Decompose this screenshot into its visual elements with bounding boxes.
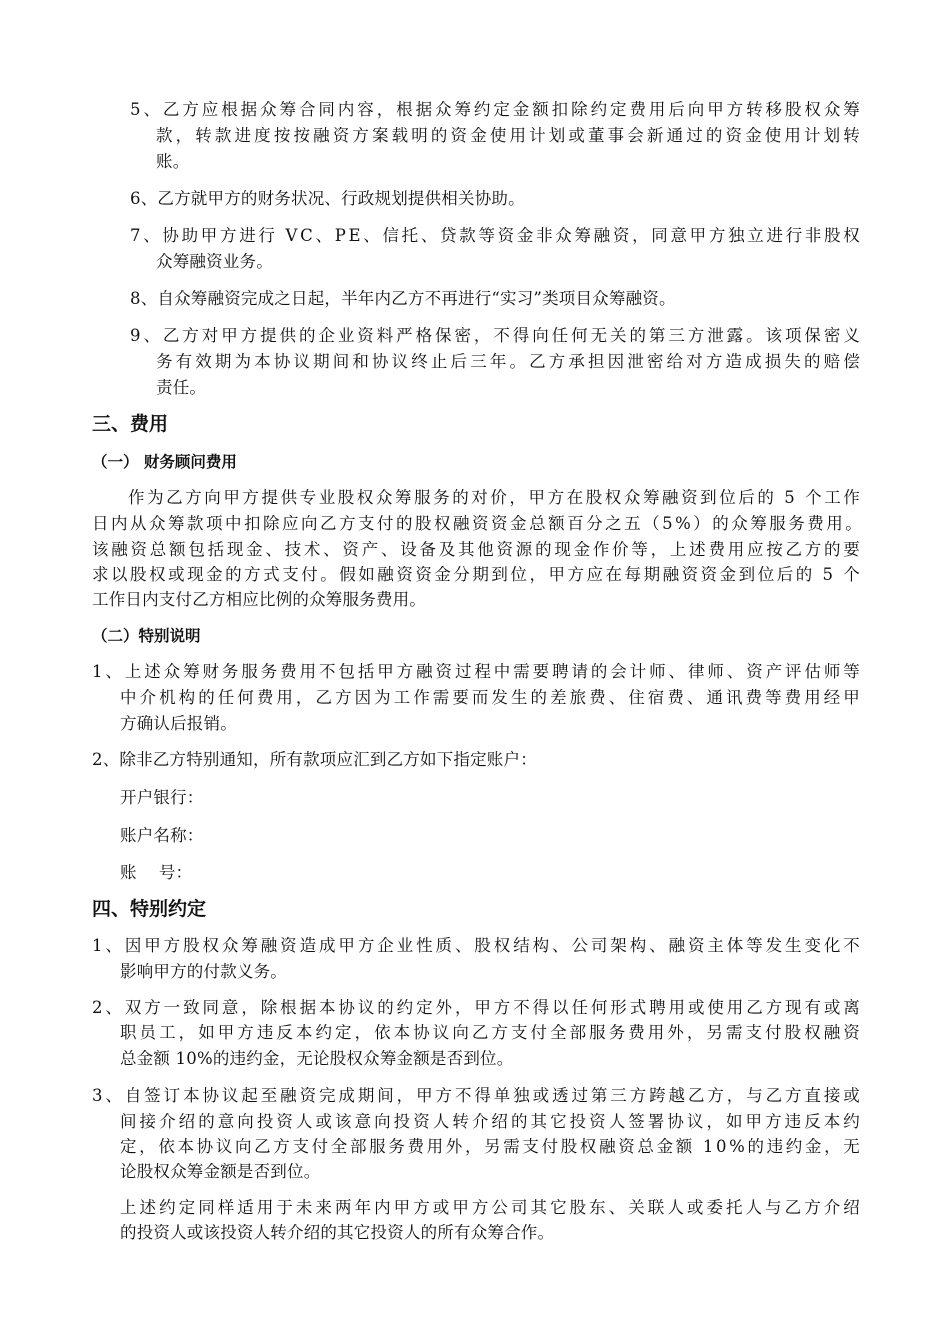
note-1-line-2: 中介机构的任何费用，乙方因为工作需要而发生的差旅费、住宿费、通讯费等费用经甲 (120, 688, 863, 707)
fee-paragraph-line-3: 该融资总额包括现金、技术、资产、设备及其他资源的现金作价等，上述费用应按乙方的要 (92, 540, 863, 559)
item-6-line-1: 6、乙方就甲方的财务状况、行政规划提供相关协助。 (130, 189, 525, 208)
item-8-line-1: 8、自众筹融资完成之日起，半年内乙方不再进行“实习”类项目众筹融资。 (130, 289, 676, 308)
clause-2-line-2: 职员工，如甲方违反本约定，依本协议向乙方支付全部服务费用外，另需支付股权融资 (120, 1023, 863, 1042)
item-9-line-3: 责任。 (156, 378, 207, 397)
account-number-label: 账 号： (120, 863, 193, 882)
account-name-label: 账户名称： (120, 826, 204, 845)
section-4-heading: 四、特别约定 (92, 898, 207, 920)
note-1-line-3: 方确认后报销。 (120, 714, 237, 733)
clause-1-line-2: 影响甲方的付款义务。 (120, 962, 287, 981)
item-7-line-2: 众筹融资业务。 (156, 252, 273, 271)
item-9-line-1: 9、乙方对甲方提供的企业资料严格保密，不得向任何无关的第三方泄露。该项保密义 (130, 326, 863, 345)
fee-paragraph-line-1: 作为乙方向甲方提供专业股权众筹服务的对价，甲方在股权众筹融资到位后的 5 个工作 (128, 488, 863, 507)
fee-paragraph-line-2: 日内从众筹款项中扣除应向乙方支付的股权融资资金总额百分之五（5%）的众筹服务费用。 (92, 514, 865, 533)
clause-1-line-1: 1、因甲方股权众筹融资造成甲方企业性质、股权结构、公司架构、融资主体等发生变化不 (92, 936, 863, 955)
closing-line-1: 上述约定同样适用于未来两年内甲方或甲方公司其它股东、关联人或委托人与乙方介绍 (120, 1198, 863, 1217)
clause-3-line-2: 间接介绍的意向投资人或该意向投资人转介绍的其它投资人签署协议，如甲方违反本约 (120, 1112, 863, 1131)
clause-2-line-1: 2、双方一致同意，除根据本协议的约定外，甲方不得以任何形式聘用或使用乙方现有或离 (92, 998, 863, 1017)
clause-3-line-3: 定，依本协议向乙方支付全部服务费用外，另需支付股权融资总金额 10%的违约金，无 (120, 1137, 863, 1156)
fee-paragraph-line-4: 求以股权或现金的方式支付。假如融资资金分期到位，甲方应在每期融资资金到位后的 5 个 (92, 565, 863, 584)
fee-paragraph-line-5: 工作日内支付乙方相应比例的众筹服务费用。 (92, 590, 426, 609)
item-9-line-2: 务有效期为本协议期间和协议终止后三年。乙方承担因泄密给对方造成损失的赔偿 (156, 352, 863, 371)
item-7-line-1: 7、协助甲方进行 VC、PE、信托、贷款等资金非众筹融资，同意甲方独立进行非股权 (130, 226, 863, 245)
section-3-heading: 三、费用 (92, 413, 169, 435)
clause-2-line-3: 总金额 10%的违约金，无论股权众筹金额是否到位。 (120, 1049, 514, 1068)
bank-label: 开户银行： (120, 788, 204, 807)
note-2-line-1: 2、除非乙方特别通知，所有款项应汇到乙方如下指定账户： (92, 750, 537, 769)
item-5-line-2: 款，转款进度按按融资方案载明的资金使用计划或董事会新通过的资金使用计划转 (156, 126, 863, 145)
closing-line-2: 的投资人或该投资人转介绍的其它投资人的所有众筹合作。 (120, 1223, 555, 1242)
item-5-line-3: 账。 (156, 152, 190, 171)
subsection-2-heading: （二）特别说明 (92, 627, 201, 645)
clause-3-line-4: 论股权众筹金额是否到位。 (120, 1162, 321, 1181)
clause-3-line-1: 3、自签订本协议起至融资完成期间，甲方不得单独或透过第三方跨越乙方，与乙方直接或 (92, 1086, 863, 1105)
subsection-1-heading: （一） 财务顾问费用 (92, 453, 237, 471)
item-5-line-1: 5、乙方应根据众筹合同内容，根据众筹约定金额扣除约定费用后向甲方转移股权众筹 (130, 100, 863, 119)
note-1-line-1: 1、上述众筹财务服务费用不包括甲方融资过程中需要聘请的会计师、律师、资产评估师等 (92, 662, 863, 681)
